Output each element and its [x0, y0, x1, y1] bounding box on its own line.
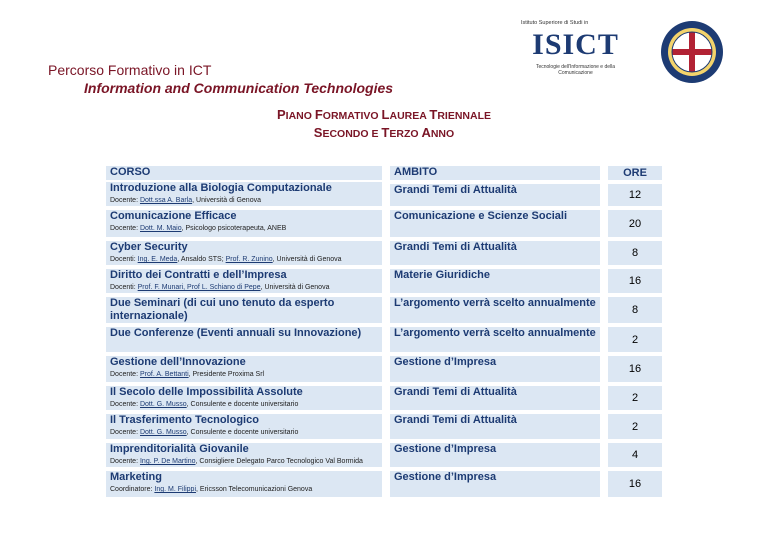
- course-teacher: [110, 223, 378, 234]
- course-name: Due Seminari (di cui uno tenuto da esperto internazionale): [110, 297, 335, 322]
- ore-value: 20: [608, 208, 662, 239]
- teacher-name: Dott. G. Musso: [139, 429, 187, 436]
- teacher-name: Ing. P. De Martino: [139, 458, 196, 465]
- teacher-affiliation: , Università di Genova: [260, 284, 330, 291]
- course-cell: [106, 295, 390, 325]
- col-header-corso: CORSO: [110, 166, 151, 178]
- table-row: [106, 441, 662, 469]
- teacher-affiliation: , Consigliere Delegato Parco Tecnologico Val Bormida: [195, 458, 363, 465]
- ambito-value: Gestione d’Impresa: [394, 443, 497, 455]
- course-cell: [106, 384, 390, 412]
- ore-value: 16: [608, 354, 662, 384]
- teacher-label: Docente:: [110, 458, 139, 465]
- course-teacher: [110, 399, 378, 410]
- ore-value: 4: [608, 441, 662, 469]
- ambito-value: L’argomento verrà scelto annualmente: [394, 297, 596, 309]
- ambito-cell: [390, 384, 608, 412]
- ore-value: 16: [608, 267, 662, 295]
- ambito-cell: [390, 295, 608, 325]
- teacher-name: Dott. G. Musso: [139, 401, 187, 408]
- course-name: Imprenditorialità Giovanile: [110, 443, 249, 455]
- teacher-name: Prof. A. Bettanti: [139, 371, 189, 378]
- course-name: Introduzione alla Biologia Computazionale: [110, 182, 332, 194]
- teacher-affiliation: , Psicologo psicoterapeuta, ANEB: [181, 225, 287, 232]
- plan-title-line2: SECONDO E TERZO ANNO: [313, 125, 455, 140]
- course-cell: [106, 267, 390, 295]
- ambito-cell: [390, 325, 608, 354]
- ore-value: 16: [608, 469, 662, 499]
- table-row: [106, 239, 662, 267]
- ore-value: 8: [608, 239, 662, 267]
- course-cell: [106, 441, 390, 469]
- ambito-value: Materie Giuridiche: [394, 269, 490, 281]
- teacher-affiliation: , Presidente Proxima Srl: [188, 371, 265, 378]
- header-title: Percorso Formativo in ICT: [48, 62, 212, 78]
- course-teacher: [110, 484, 378, 495]
- teacher-affiliation: , Ericsson Telecomunicazioni Genova: [196, 486, 313, 493]
- course-name: Diritto dei Contratti e dell’Impresa: [110, 269, 287, 281]
- teacher-name: Ing. E. Meda: [137, 256, 178, 263]
- ambito-cell: [390, 267, 608, 295]
- ambito-value: Comunicazione e Scienze Sociali: [394, 210, 567, 222]
- ambito-value: Grandi Temi di Attualità: [394, 414, 517, 426]
- ambito-cell: [390, 182, 608, 208]
- isict-logo: Istituto Superiore di Studi in ISICT Tecnologie dell'Informazione e della Comunicazione: [521, 20, 619, 76]
- teacher-affiliation: , Università di Genova: [272, 256, 342, 263]
- ambito-value: Gestione d’Impresa: [394, 356, 497, 368]
- ambito-cell: [390, 354, 608, 384]
- course-name: Due Conferenze (Eventi annuali su Innovazione): [110, 327, 362, 339]
- course-name: Comunicazione Efficace: [110, 210, 237, 222]
- teacher-affiliation: , Ansaldo STS;: [177, 256, 226, 263]
- teacher-label: Coordinatore:: [110, 486, 153, 493]
- teacher-name: Prof. F. Munari, Prof L. Schiano di Pepe: [137, 284, 261, 291]
- table-row: [106, 325, 662, 354]
- course-cell: [106, 469, 390, 499]
- university-seal-icon: [660, 20, 724, 84]
- courses-table: [106, 164, 662, 499]
- ore-value: 2: [608, 412, 662, 441]
- course-name: Gestione dell’Innovazione: [110, 356, 246, 368]
- teacher-name: Dott.ssa A. Barla: [139, 197, 193, 204]
- ambito-cell: [390, 208, 608, 239]
- teacher-label: Docente:: [110, 401, 139, 408]
- table-row: [106, 354, 662, 384]
- teacher-name: Dott. M. Maio: [139, 225, 182, 232]
- table-row: [106, 412, 662, 441]
- course-teacher: [110, 195, 378, 206]
- course-teacher: [110, 427, 378, 438]
- table-row: [106, 384, 662, 412]
- teacher-label: Docente:: [110, 371, 139, 378]
- teacher-affiliation: , Università di Genova: [192, 197, 261, 204]
- table-row: [106, 469, 662, 499]
- table-row: [106, 267, 662, 295]
- ambito-value: Gestione d’Impresa: [394, 471, 497, 483]
- course-teacher: [110, 369, 378, 380]
- table-row: [106, 295, 662, 325]
- course-name: Il Trasferimento Tecnologico: [110, 414, 259, 426]
- ore-value: 2: [608, 325, 662, 354]
- course-cell: [106, 412, 390, 441]
- course-name: Il Secolo delle Impossibilità Assolute: [110, 386, 303, 398]
- course-name: Cyber Security: [110, 241, 188, 253]
- teacher-label: Docente:: [110, 197, 139, 204]
- teacher-label: Docenti:: [110, 256, 136, 263]
- teacher-name: Prof. R. Zunino: [225, 256, 273, 263]
- ambito-value: Grandi Temi di Attualità: [394, 386, 517, 398]
- ambito-cell: [390, 469, 608, 499]
- table-header-row: [106, 164, 662, 182]
- course-teacher: [110, 456, 378, 467]
- ambito-value: Grandi Temi di Attualità: [394, 184, 517, 196]
- ore-value: 8: [608, 295, 662, 325]
- teacher-label: Docente:: [110, 429, 139, 436]
- ambito-cell: [390, 412, 608, 441]
- course-cell: [106, 182, 390, 208]
- course-cell: [106, 325, 390, 354]
- course-cell: [106, 354, 390, 384]
- ore-value: 12: [608, 182, 662, 208]
- ambito-cell: [390, 239, 608, 267]
- teacher-affiliation: , Consulente e docente universitario: [186, 401, 299, 408]
- teacher-label: Docente:: [110, 225, 139, 232]
- course-teacher: [110, 254, 378, 265]
- teacher-label: Docenti:: [110, 284, 136, 291]
- course-cell: [106, 208, 390, 239]
- course-cell: [106, 239, 390, 267]
- col-header-ore: ORE: [623, 167, 647, 179]
- table-row: [106, 208, 662, 239]
- header-subtitle: Information and Communication Technologies: [84, 80, 394, 96]
- teacher-affiliation: , Consulente e docente universitario: [186, 429, 299, 436]
- course-teacher: [110, 282, 378, 293]
- table-row: [106, 182, 662, 208]
- teacher-name: Ing. M. Filippi: [154, 486, 196, 493]
- ambito-cell: [390, 441, 608, 469]
- course-name: Marketing: [110, 471, 162, 483]
- ore-value: 2: [608, 384, 662, 412]
- plan-title-line1: PIANO FORMATIVO LAUREA TRIENNALE: [277, 107, 491, 122]
- col-header-ambito: AMBITO: [394, 166, 438, 178]
- ambito-value: L’argomento verrà scelto annualmente: [394, 327, 596, 339]
- ambito-value: Grandi Temi di Attualità: [394, 241, 517, 253]
